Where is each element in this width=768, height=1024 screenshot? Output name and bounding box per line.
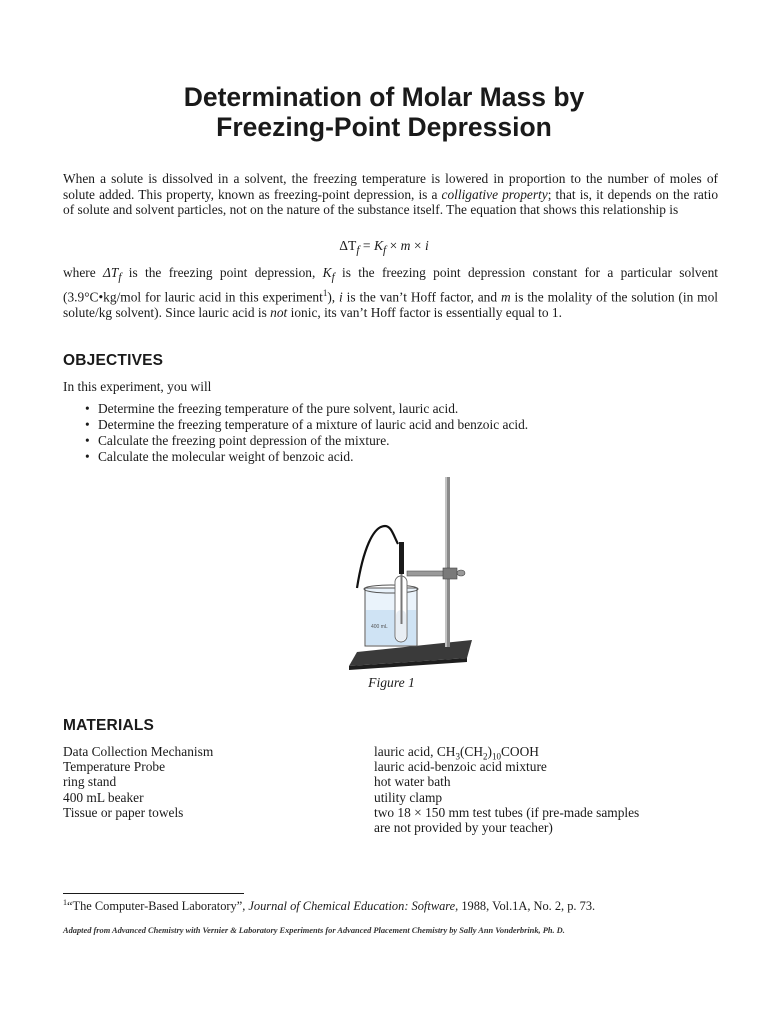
eq-sub-f: f: [356, 244, 360, 257]
eq-sub-f2: f: [383, 244, 387, 257]
eq-m: m: [400, 238, 411, 253]
probe-shaft: [401, 574, 403, 624]
credit-line: Adapted from Advanced Chemistry with Vernier & Laboratory Experiments for Advanced Placement Chemistry by Sally Ann Vonderbrink, Ph. D.: [63, 926, 565, 935]
def-text-3: ),: [327, 289, 340, 305]
clamp-holder: [443, 568, 457, 579]
temperature-probe: [399, 542, 404, 574]
eq-i: i: [424, 238, 429, 253]
probe-cable: [357, 526, 398, 588]
equation: [0, 238, 768, 257]
objectives-intro: In this experiment, you will: [63, 379, 212, 394]
footnote: [63, 898, 595, 914]
formula-part: ): [487, 744, 492, 759]
objective-item: • Determine the freezing temperature of a mixture of lauric acid and benzoic acid.: [82, 417, 528, 433]
formula-part: COOH: [500, 744, 539, 759]
eq-k: K: [373, 238, 384, 253]
def-dt: ΔT: [103, 265, 119, 280]
material-item: two 18 × 150 mm test tubes (if pre-made samples: [374, 805, 640, 820]
formula-sub: 3: [455, 751, 460, 762]
formula-sub: 10: [491, 751, 501, 762]
def-footnote-ref: 1: [322, 288, 328, 299]
beaker-mark: 400 mL: [371, 624, 388, 630]
footnote-divider: [63, 893, 244, 894]
definitions-paragraph: [63, 265, 718, 321]
material-item-continued: are not provided by your teacher): [374, 820, 553, 835]
def-text-2: is the freezing point depression constant for a particular solvent (3.9°C•kg/mol for lauric acid in this experiment: [63, 265, 718, 305]
eq-times-1: ×: [386, 238, 401, 253]
objective-item: • Determine the freezing temperature of the pure solvent, lauric acid.: [82, 401, 528, 417]
clamp-knob: [457, 570, 465, 576]
def-text-5: is the molality of the solution (in mol solute/kg solvent). Since lauric acid is: [63, 289, 719, 321]
def-i: i: [339, 289, 343, 305]
footnote-text-1: “The Computer-Based Laboratory”,: [67, 899, 249, 914]
material-item: 400 mL beaker: [63, 790, 144, 805]
intro-paragraph: [63, 171, 718, 218]
eq-delta-t: ΔT: [339, 238, 357, 253]
material-item: lauric acid-benzoic acid mixture: [374, 759, 547, 774]
formula-sub: 2: [483, 751, 488, 762]
def-where: where: [63, 265, 104, 280]
page-title: [0, 82, 768, 142]
def-k: K: [322, 265, 332, 280]
material-item: Temperature Probe: [63, 759, 166, 774]
material-item: utility clamp: [374, 790, 443, 805]
material-item: ring stand: [63, 774, 117, 789]
eq-equals: =: [359, 238, 374, 253]
title-line-1: Determination of Molar Mass by: [183, 82, 585, 112]
eq-times-2: ×: [410, 238, 425, 253]
def-m: m: [500, 289, 511, 305]
footnote-text-2: , 1988, Vol.1A, No. 2, p. 73.: [455, 899, 596, 914]
objective-item: • Calculate the molecular weight of benzoic acid.: [82, 449, 528, 465]
intro-italic: colligative property: [441, 186, 548, 202]
formula-part: lauric acid, CH: [374, 744, 456, 759]
objective-item: • Calculate the freezing point depression of the mixture.: [82, 433, 528, 449]
material-item: hot water bath: [374, 774, 451, 789]
rod-highlight: [445, 477, 447, 647]
def-text-1: is the freezing point depression,: [121, 265, 323, 280]
materials-heading: MATERIALS: [63, 717, 155, 734]
def-text-6: ionic, its van’t Hoff factor is essentially equal to 1.: [287, 305, 562, 321]
footnote-number: 1: [63, 898, 67, 907]
footnote-journal: Journal of Chemical Education: Software: [248, 899, 456, 914]
title-line-2: Freezing-Point Depression: [216, 112, 552, 142]
lab-setup-illustration: [335, 470, 485, 670]
def-text-4: is the van’t Hoff factor, and: [342, 289, 501, 305]
formula-part: (CH: [459, 744, 483, 759]
material-item: Tissue or paper towels: [63, 805, 184, 820]
intro-text-1: When a solute is dissolved in a solvent, the freezing temperature is lowered in proportion to the number of moles of solute added. This property, known as freezing-point depression, is a: [63, 171, 718, 202]
intro-text-2: ; that is, it depends on the ratio of solute and solvent particles, not on the nature of the substance itself. The equation that shows this relationship is: [63, 186, 719, 217]
def-not: not: [270, 305, 288, 321]
objectives-heading: OBJECTIVES: [63, 352, 164, 369]
def-sub-f2: f: [331, 271, 335, 284]
figure-caption: Figure 1: [368, 675, 415, 690]
def-sub-f1: f: [118, 271, 122, 284]
objectives-list: [82, 401, 528, 465]
material-item: Data Collection Mechanism: [63, 744, 214, 759]
